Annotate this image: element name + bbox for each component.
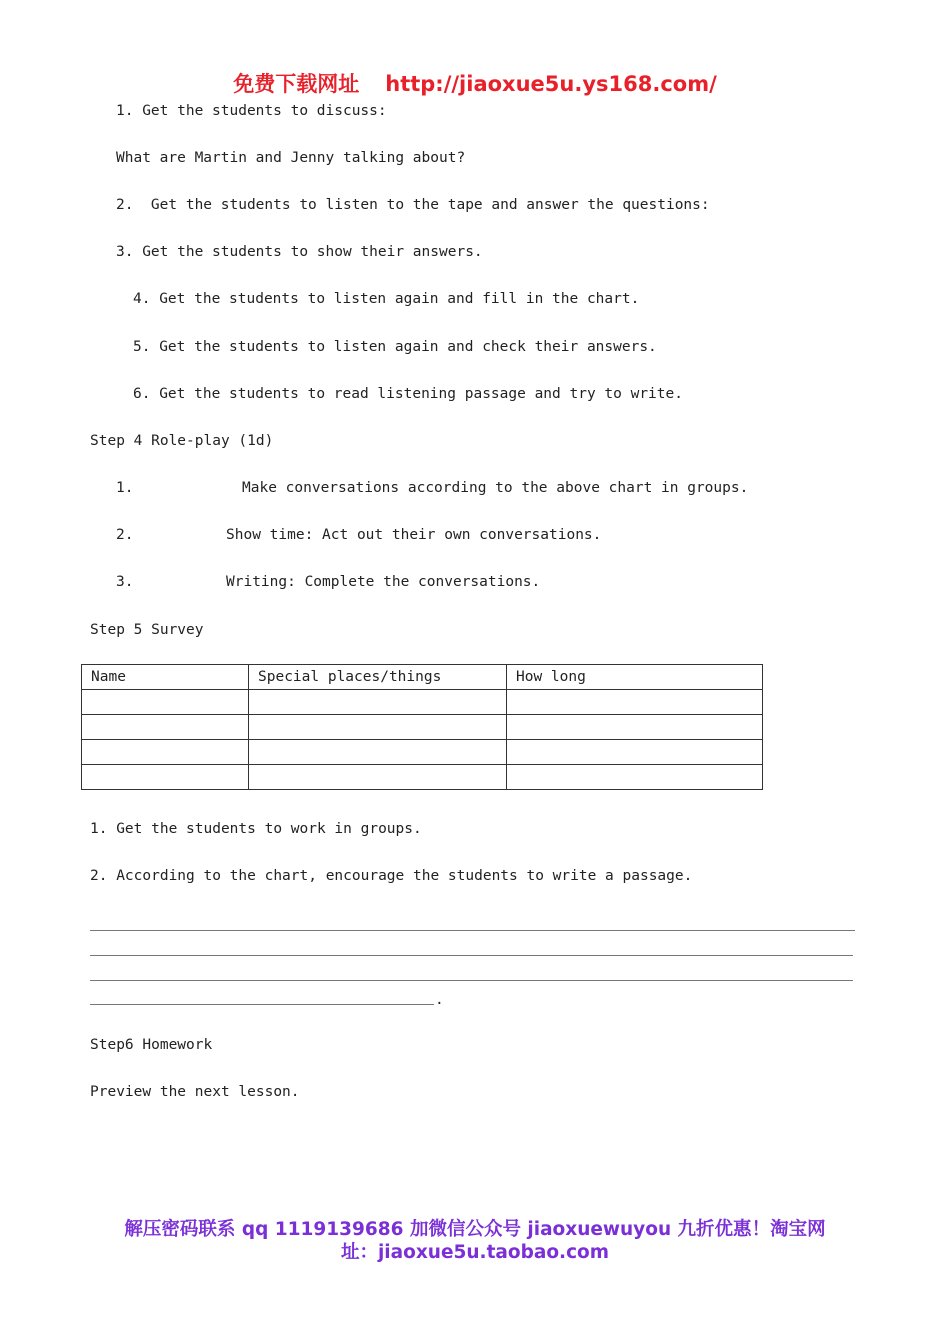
step5-item-2: 2. According to the chart, encourage the students to write a passage. [90,868,693,884]
table-row [82,690,763,715]
table-header-row [82,665,763,690]
table-row [82,715,763,740]
header-how-long: How long [507,665,763,690]
table-cell[interactable] [82,765,249,790]
homework-text: Preview the next lesson. [90,1084,300,1100]
step4-title: Step 4 Role-play (1d) [90,433,274,449]
writing-line[interactable] [90,980,853,981]
writing-line[interactable] [90,955,853,956]
table-cell[interactable] [82,715,249,740]
table-row [82,740,763,765]
survey-table [81,664,763,790]
footer-line-1: 解压密码联系 qq 1119139686 加微信公众号 jiaoxuewuyou 九折优惠！淘宝网 [124,1219,826,1240]
table-cell[interactable] [82,740,249,765]
footer-line-2[interactable]: 址：jiaoxue5u.taobao.com [340,1242,610,1263]
step5-title: Step 5 Survey [90,622,204,638]
table-cell[interactable] [249,690,507,715]
header-name: Name [82,665,249,690]
discussion-question: What are Martin and Jenny talking about? [116,150,466,166]
step3-item-5: 5. Get the students to listen again and check their answers. [133,339,657,355]
table-cell[interactable] [507,765,763,790]
table-cell[interactable] [249,715,507,740]
step4-item-2-number: 2. [116,527,134,543]
step5-item-1: 1. Get the students to work in groups. [90,821,422,837]
writing-line[interactable] [90,1004,434,1005]
step3-item-1: 1. Get the students to discuss: [116,103,387,119]
footer-banner [0,1218,950,1264]
step4-item-1-number: 1. [116,480,134,496]
step3-item-2: 2. Get the students to listen to the tape and answer the questions: [116,197,710,213]
header-url[interactable]: http://jiaoxue5u.ys168.com/ [385,72,717,96]
table-cell[interactable] [507,690,763,715]
step4-item-3-number: 3. [116,574,134,590]
step6-title: Step6 Homework [90,1037,213,1053]
table-cell[interactable] [249,740,507,765]
header-label: 免费下载网址 [233,72,360,96]
writing-line[interactable] [90,930,855,931]
table-cell[interactable] [82,690,249,715]
step3-item-3: 3. Get the students to show their answers. [116,244,483,260]
step3-item-4: 4. Get the students to listen again and fill in the chart. [133,291,640,307]
table-cell[interactable] [249,765,507,790]
step4-item-3-text: Writing: Complete the conversations. [226,574,541,590]
header-special-places: Special places/things [249,665,507,690]
table-row [82,765,763,790]
header-banner [0,68,950,98]
table-cell[interactable] [507,740,763,765]
writing-line-end: . [435,992,444,1008]
step4-item-2-text: Show time: Act out their own conversations. [226,527,602,543]
step3-item-6: 6. Get the students to read listening passage and try to write. [133,386,683,402]
step4-item-1-text: Make conversations according to the above chart in groups. [242,480,749,496]
table-cell[interactable] [507,715,763,740]
